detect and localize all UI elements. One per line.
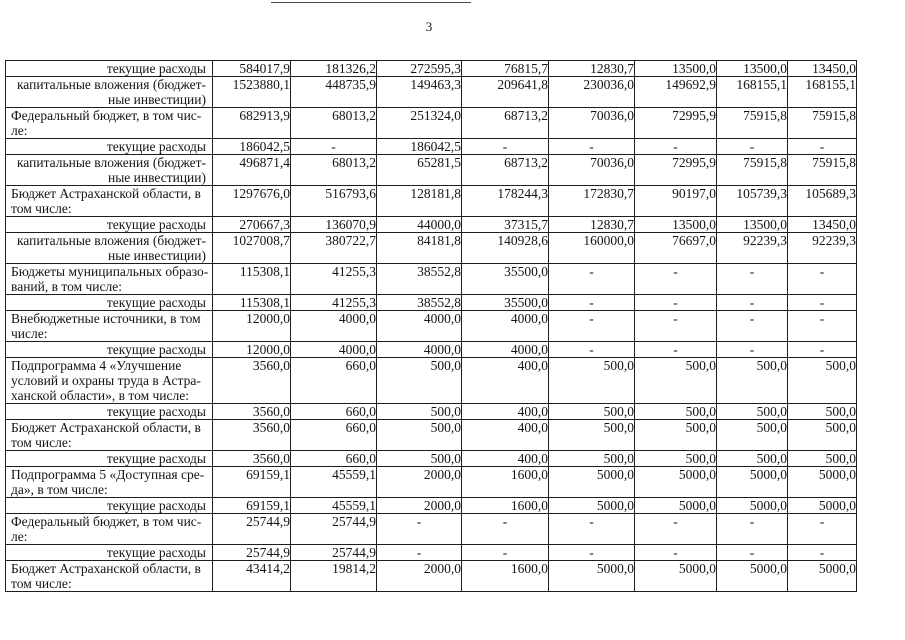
- value-cell: 105689,3: [788, 186, 857, 217]
- value-cell: 5000,0: [635, 467, 717, 498]
- value-cell: 500,0: [377, 404, 462, 420]
- value-cell: 251324,0: [377, 108, 462, 139]
- table-row: [6, 139, 857, 155]
- value-cell: -: [635, 295, 717, 311]
- value-cell: -: [549, 139, 635, 155]
- value-cell: 168155,1: [788, 77, 857, 108]
- value-cell: 68713,2: [462, 108, 549, 139]
- table-body: [6, 61, 857, 592]
- value-cell: 400,0: [462, 404, 549, 420]
- value-cell: 13500,0: [717, 61, 788, 77]
- table-row: [6, 420, 857, 451]
- value-cell: 500,0: [717, 404, 788, 420]
- value-cell: 1600,0: [462, 561, 549, 592]
- table-row: [6, 77, 857, 108]
- value-cell: -: [788, 545, 857, 561]
- value-cell: -: [635, 139, 717, 155]
- value-cell: -: [549, 514, 635, 545]
- value-cell: 500,0: [549, 404, 635, 420]
- value-cell: -: [462, 545, 549, 561]
- row-sublabel: текущие расходы: [6, 217, 213, 233]
- row-label: Бюджеты муниципальных образо- ваний, в том числе:: [6, 264, 213, 295]
- value-cell: -: [788, 264, 857, 295]
- value-cell: 72995,9: [635, 155, 717, 186]
- value-cell: 5000,0: [635, 561, 717, 592]
- value-cell: -: [549, 311, 635, 342]
- value-cell: 272595,3: [377, 61, 462, 77]
- value-cell: -: [549, 295, 635, 311]
- value-cell: 5000,0: [549, 561, 635, 592]
- value-cell: 68013,2: [291, 155, 377, 186]
- value-cell: 172830,7: [549, 186, 635, 217]
- value-cell: 19814,2: [291, 561, 377, 592]
- value-cell: 500,0: [635, 451, 717, 467]
- value-cell: -: [549, 545, 635, 561]
- table-row: [6, 186, 857, 217]
- value-cell: -: [788, 311, 857, 342]
- value-cell: 500,0: [788, 404, 857, 420]
- value-cell: 105739,3: [717, 186, 788, 217]
- value-cell: 45559,1: [291, 467, 377, 498]
- value-cell: 380722,7: [291, 233, 377, 264]
- value-cell: 25744,9: [291, 545, 377, 561]
- value-cell: 12000,0: [213, 311, 291, 342]
- value-cell: 500,0: [549, 358, 635, 404]
- table-row: [6, 498, 857, 514]
- value-cell: 1600,0: [462, 498, 549, 514]
- value-cell: -: [549, 264, 635, 295]
- value-cell: 448735,9: [291, 77, 377, 108]
- value-cell: 13500,0: [635, 61, 717, 77]
- value-cell: 38552,8: [377, 264, 462, 295]
- value-cell: 45559,1: [291, 498, 377, 514]
- value-cell: 160000,0: [549, 233, 635, 264]
- table-row: [6, 295, 857, 311]
- table-row: [6, 233, 857, 264]
- row-sublabel: текущие расходы: [6, 498, 213, 514]
- value-cell: -: [377, 545, 462, 561]
- table-row: [6, 358, 857, 404]
- value-cell: 92239,3: [717, 233, 788, 264]
- value-cell: 140928,6: [462, 233, 549, 264]
- value-cell: 496871,4: [213, 155, 291, 186]
- value-cell: 3560,0: [213, 451, 291, 467]
- row-label: Внебюджетные источники, в том числе:: [6, 311, 213, 342]
- value-cell: 500,0: [788, 358, 857, 404]
- table-row: [6, 404, 857, 420]
- value-cell: -: [717, 295, 788, 311]
- value-cell: 500,0: [788, 420, 857, 451]
- table-row: [6, 545, 857, 561]
- value-cell: 115308,1: [213, 295, 291, 311]
- value-cell: 68713,2: [462, 155, 549, 186]
- table-row: [6, 311, 857, 342]
- value-cell: 5000,0: [717, 467, 788, 498]
- value-cell: -: [635, 514, 717, 545]
- value-cell: -: [788, 342, 857, 358]
- value-cell: 500,0: [377, 358, 462, 404]
- value-cell: 69159,1: [213, 498, 291, 514]
- value-cell: -: [635, 545, 717, 561]
- value-cell: 92239,3: [788, 233, 857, 264]
- value-cell: 70036,0: [549, 108, 635, 139]
- value-cell: 660,0: [291, 451, 377, 467]
- table-row: [6, 451, 857, 467]
- value-cell: 12830,7: [549, 61, 635, 77]
- page-number: 3: [425, 19, 433, 34]
- value-cell: 1523880,1: [213, 77, 291, 108]
- value-cell: 128181,8: [377, 186, 462, 217]
- value-cell: 13500,0: [635, 217, 717, 233]
- value-cell: 186042,5: [213, 139, 291, 155]
- value-cell: 4000,0: [291, 342, 377, 358]
- row-sublabel: капитальные вложения (бюджет- ные инвестиции): [6, 155, 213, 186]
- value-cell: 5000,0: [549, 498, 635, 514]
- value-cell: 44000,0: [377, 217, 462, 233]
- row-sublabel: текущие расходы: [6, 404, 213, 420]
- value-cell: 500,0: [717, 358, 788, 404]
- value-cell: 500,0: [717, 420, 788, 451]
- value-cell: 168155,1: [717, 77, 788, 108]
- value-cell: 3560,0: [213, 404, 291, 420]
- value-cell: 400,0: [462, 451, 549, 467]
- table-row: [6, 264, 857, 295]
- value-cell: 500,0: [549, 451, 635, 467]
- value-cell: -: [377, 514, 462, 545]
- value-cell: 5000,0: [635, 498, 717, 514]
- value-cell: 35500,0: [462, 264, 549, 295]
- table-row: [6, 342, 857, 358]
- value-cell: 37315,7: [462, 217, 549, 233]
- table-row: [6, 514, 857, 545]
- row-sublabel: текущие расходы: [6, 61, 213, 77]
- value-cell: 178244,3: [462, 186, 549, 217]
- value-cell: -: [788, 514, 857, 545]
- value-cell: 660,0: [291, 358, 377, 404]
- row-sublabel: текущие расходы: [6, 295, 213, 311]
- value-cell: -: [717, 342, 788, 358]
- value-cell: 2000,0: [377, 498, 462, 514]
- value-cell: 4000,0: [291, 311, 377, 342]
- value-cell: 72995,9: [635, 108, 717, 139]
- value-cell: 270667,3: [213, 217, 291, 233]
- value-cell: 500,0: [549, 420, 635, 451]
- value-cell: 4000,0: [377, 342, 462, 358]
- value-cell: 35500,0: [462, 295, 549, 311]
- value-cell: -: [462, 514, 549, 545]
- value-cell: 584017,9: [213, 61, 291, 77]
- row-label: Подпрограмма 4 «Улучшение условий и охраны труда в Астра- ханской области», в том числе:: [6, 358, 213, 404]
- budget-table: [5, 60, 857, 592]
- value-cell: 136070,9: [291, 217, 377, 233]
- value-cell: 1600,0: [462, 467, 549, 498]
- value-cell: 38552,8: [377, 295, 462, 311]
- table-row: [6, 217, 857, 233]
- row-label: Бюджет Астраханской области, в том числе:: [6, 186, 213, 217]
- value-cell: 5000,0: [717, 498, 788, 514]
- value-cell: 69159,1: [213, 467, 291, 498]
- value-cell: -: [291, 139, 377, 155]
- value-cell: 65281,5: [377, 155, 462, 186]
- value-cell: -: [788, 295, 857, 311]
- value-cell: 149692,9: [635, 77, 717, 108]
- value-cell: 12830,7: [549, 217, 635, 233]
- row-sublabel: текущие расходы: [6, 545, 213, 561]
- value-cell: 500,0: [635, 358, 717, 404]
- value-cell: -: [717, 311, 788, 342]
- value-cell: 84181,8: [377, 233, 462, 264]
- value-cell: 25744,9: [213, 545, 291, 561]
- row-sublabel: текущие расходы: [6, 342, 213, 358]
- value-cell: 25744,9: [213, 514, 291, 545]
- row-sublabel: капитальные вложения (бюджет- ные инвестиции): [6, 233, 213, 264]
- value-cell: 3560,0: [213, 358, 291, 404]
- value-cell: -: [635, 342, 717, 358]
- value-cell: 500,0: [788, 451, 857, 467]
- value-cell: 2000,0: [377, 561, 462, 592]
- value-cell: -: [717, 545, 788, 561]
- value-cell: 13500,0: [717, 217, 788, 233]
- value-cell: 76697,0: [635, 233, 717, 264]
- value-cell: 149463,3: [377, 77, 462, 108]
- value-cell: 13450,0: [788, 61, 857, 77]
- value-cell: 43414,2: [213, 561, 291, 592]
- value-cell: 3560,0: [213, 420, 291, 451]
- value-cell: -: [717, 264, 788, 295]
- row-sublabel: текущие расходы: [6, 139, 213, 155]
- value-cell: 400,0: [462, 420, 549, 451]
- table-row: [6, 467, 857, 498]
- value-cell: 400,0: [462, 358, 549, 404]
- value-cell: 5000,0: [717, 561, 788, 592]
- value-cell: 4000,0: [462, 311, 549, 342]
- value-cell: 41255,3: [291, 264, 377, 295]
- value-cell: 12000,0: [213, 342, 291, 358]
- value-cell: 682913,9: [213, 108, 291, 139]
- value-cell: 500,0: [377, 451, 462, 467]
- value-cell: 186042,5: [377, 139, 462, 155]
- value-cell: 500,0: [635, 404, 717, 420]
- value-cell: -: [635, 264, 717, 295]
- value-cell: 500,0: [717, 451, 788, 467]
- value-cell: 230036,0: [549, 77, 635, 108]
- value-cell: 68013,2: [291, 108, 377, 139]
- value-cell: 5000,0: [788, 498, 857, 514]
- value-cell: -: [788, 139, 857, 155]
- row-label: Бюджет Астраханской области, в том числе:: [6, 420, 213, 451]
- value-cell: 209641,8: [462, 77, 549, 108]
- value-cell: -: [635, 311, 717, 342]
- value-cell: 181326,2: [291, 61, 377, 77]
- table-row: [6, 155, 857, 186]
- table-row: [6, 561, 857, 592]
- value-cell: -: [717, 514, 788, 545]
- table-row: [6, 108, 857, 139]
- value-cell: 5000,0: [549, 467, 635, 498]
- value-cell: 115308,1: [213, 264, 291, 295]
- value-cell: 660,0: [291, 420, 377, 451]
- row-label: Бюджет Астраханской области, в том числе:: [6, 561, 213, 592]
- row-label: Федеральный бюджет, в том чис- ле:: [6, 514, 213, 545]
- table-row: [6, 61, 857, 77]
- value-cell: -: [549, 342, 635, 358]
- row-label: Подпрограмма 5 «Доступная сре- да», в том числе:: [6, 467, 213, 498]
- value-cell: 41255,3: [291, 295, 377, 311]
- value-cell: 2000,0: [377, 467, 462, 498]
- value-cell: 75915,8: [717, 155, 788, 186]
- value-cell: 75915,8: [717, 108, 788, 139]
- top-rule: [271, 2, 471, 3]
- value-cell: 76815,7: [462, 61, 549, 77]
- value-cell: 5000,0: [788, 561, 857, 592]
- value-cell: 1027008,7: [213, 233, 291, 264]
- value-cell: 4000,0: [377, 311, 462, 342]
- row-sublabel: текущие расходы: [6, 451, 213, 467]
- value-cell: 90197,0: [635, 186, 717, 217]
- row-sublabel: капитальные вложения (бюджет- ные инвестиции): [6, 77, 213, 108]
- value-cell: 500,0: [377, 420, 462, 451]
- value-cell: -: [462, 139, 549, 155]
- value-cell: 13450,0: [788, 217, 857, 233]
- value-cell: 75915,8: [788, 155, 857, 186]
- value-cell: 500,0: [635, 420, 717, 451]
- value-cell: 4000,0: [462, 342, 549, 358]
- value-cell: 1297676,0: [213, 186, 291, 217]
- value-cell: 25744,9: [291, 514, 377, 545]
- value-cell: 660,0: [291, 404, 377, 420]
- row-label: Федеральный бюджет, в том чис- ле:: [6, 108, 213, 139]
- value-cell: 70036,0: [549, 155, 635, 186]
- value-cell: 516793,6: [291, 186, 377, 217]
- value-cell: -: [717, 139, 788, 155]
- value-cell: 75915,8: [788, 108, 857, 139]
- value-cell: 5000,0: [788, 467, 857, 498]
